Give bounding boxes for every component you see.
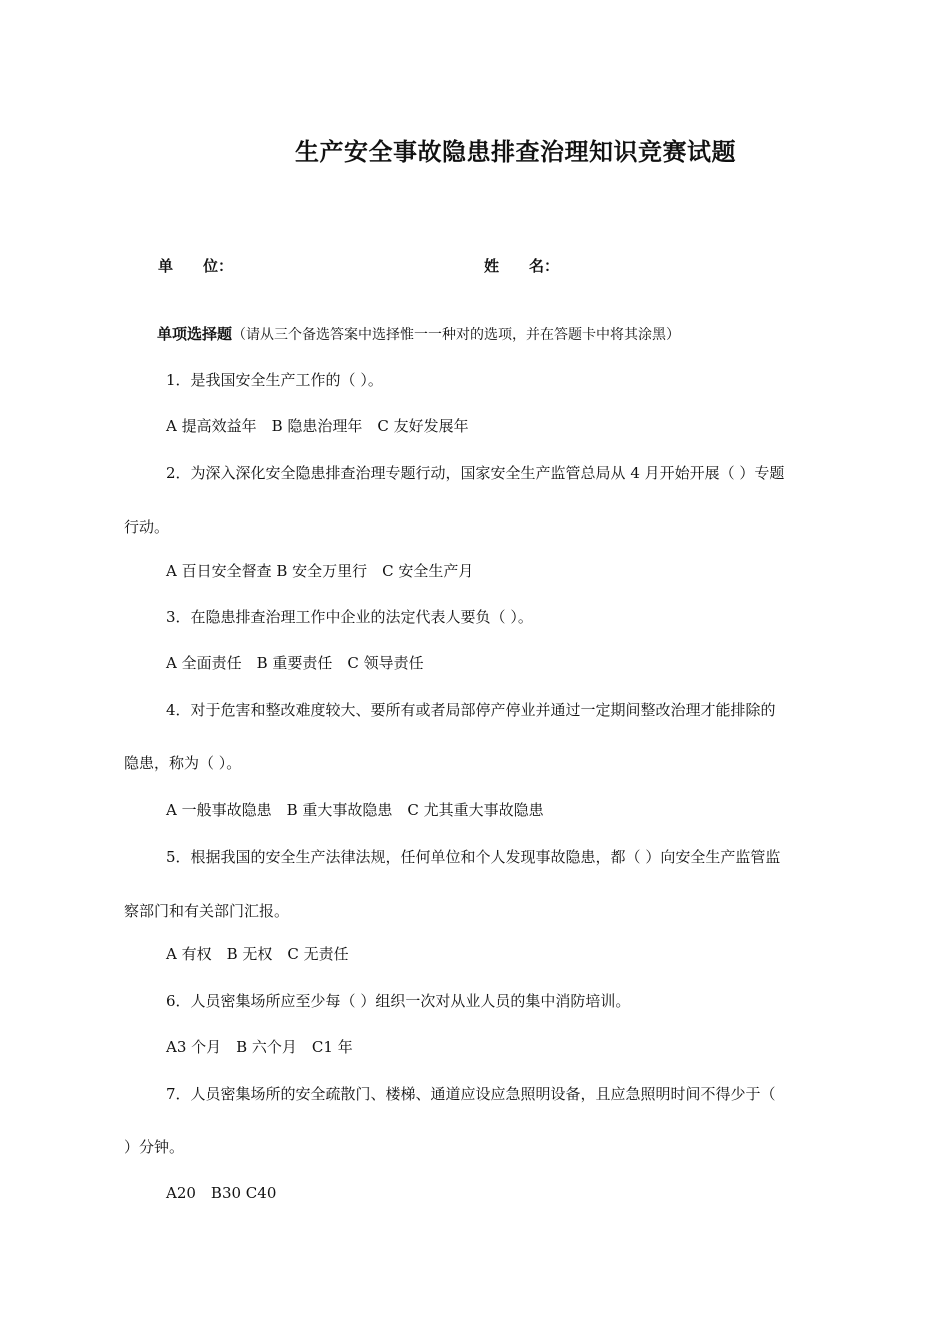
question-2-text-cont: 行动。 <box>124 518 170 536</box>
question-6-options: A3 个月 B 六个月 C1 年 <box>166 1038 353 1056</box>
question-1-options: A 提高效益年 B 隐患治理年 C 友好发展年 <box>166 417 469 435</box>
section-heading <box>157 323 680 344</box>
question-4-text: 4．对于危害和整改难度较大、要所有或者局部停产停业并通过一定期间整改治理才能排除的 <box>166 701 776 719</box>
question-3-options: A 全面责任 B 重要责任 C 领导责任 <box>166 654 424 672</box>
info-row <box>158 255 560 276</box>
question-2-options: A 百日安全督查 B 安全万里行 C 安全生产月 <box>166 562 474 580</box>
question-3-text: 3．在隐患排查治理工作中企业的法定代表人要负（ ）。 <box>166 608 533 626</box>
question-4-options: A 一般事故隐患 B 重大事故隐患 C 尤其重大事故隐患 <box>166 801 544 819</box>
question-7-text-cont: ）分钟。 <box>124 1138 185 1156</box>
question-7-options: A20 B30 C40 <box>166 1184 277 1202</box>
question-5-options: A 有权 B 无权 C 无责任 <box>166 945 349 963</box>
name-label: 姓 名： <box>484 257 560 275</box>
question-5-text: 5．根据我国的安全生产法律法规，任何单位和个人发现事故隐患，都（ ）向安全生产监管监 <box>166 848 781 866</box>
document-title: 生产安全事故隐患排查治理知识竞赛试题 <box>295 137 736 166</box>
section-instructions: （请从三个备选答案中选择惟一一种对的选项，并在答题卡中将其涂黑） <box>232 327 681 343</box>
question-2-text: 2．为深入深化安全隐患排查治理专题行动，国家安全生产监管总局从 4 月开始开展（ ）专题 <box>166 464 785 482</box>
question-4-text-cont: 隐患，称为（ ）。 <box>124 754 242 772</box>
question-1-text: 1．是我国安全生产工作的（ ）。 <box>166 371 383 389</box>
question-7-text: 7．人员密集场所的安全疏散门、楼梯、通道应设应急照明设备，且应急照明时间不得少于（ <box>166 1085 776 1103</box>
question-6-text: 6．人员密集场所应至少每（ ）组织一次对从业人员的集中消防培训。 <box>166 992 631 1010</box>
question-5-text-cont: 察部门和有关部门汇报。 <box>124 902 290 920</box>
unit-label: 单 位： <box>158 257 234 275</box>
section-title: 单项选择题 <box>157 325 233 343</box>
